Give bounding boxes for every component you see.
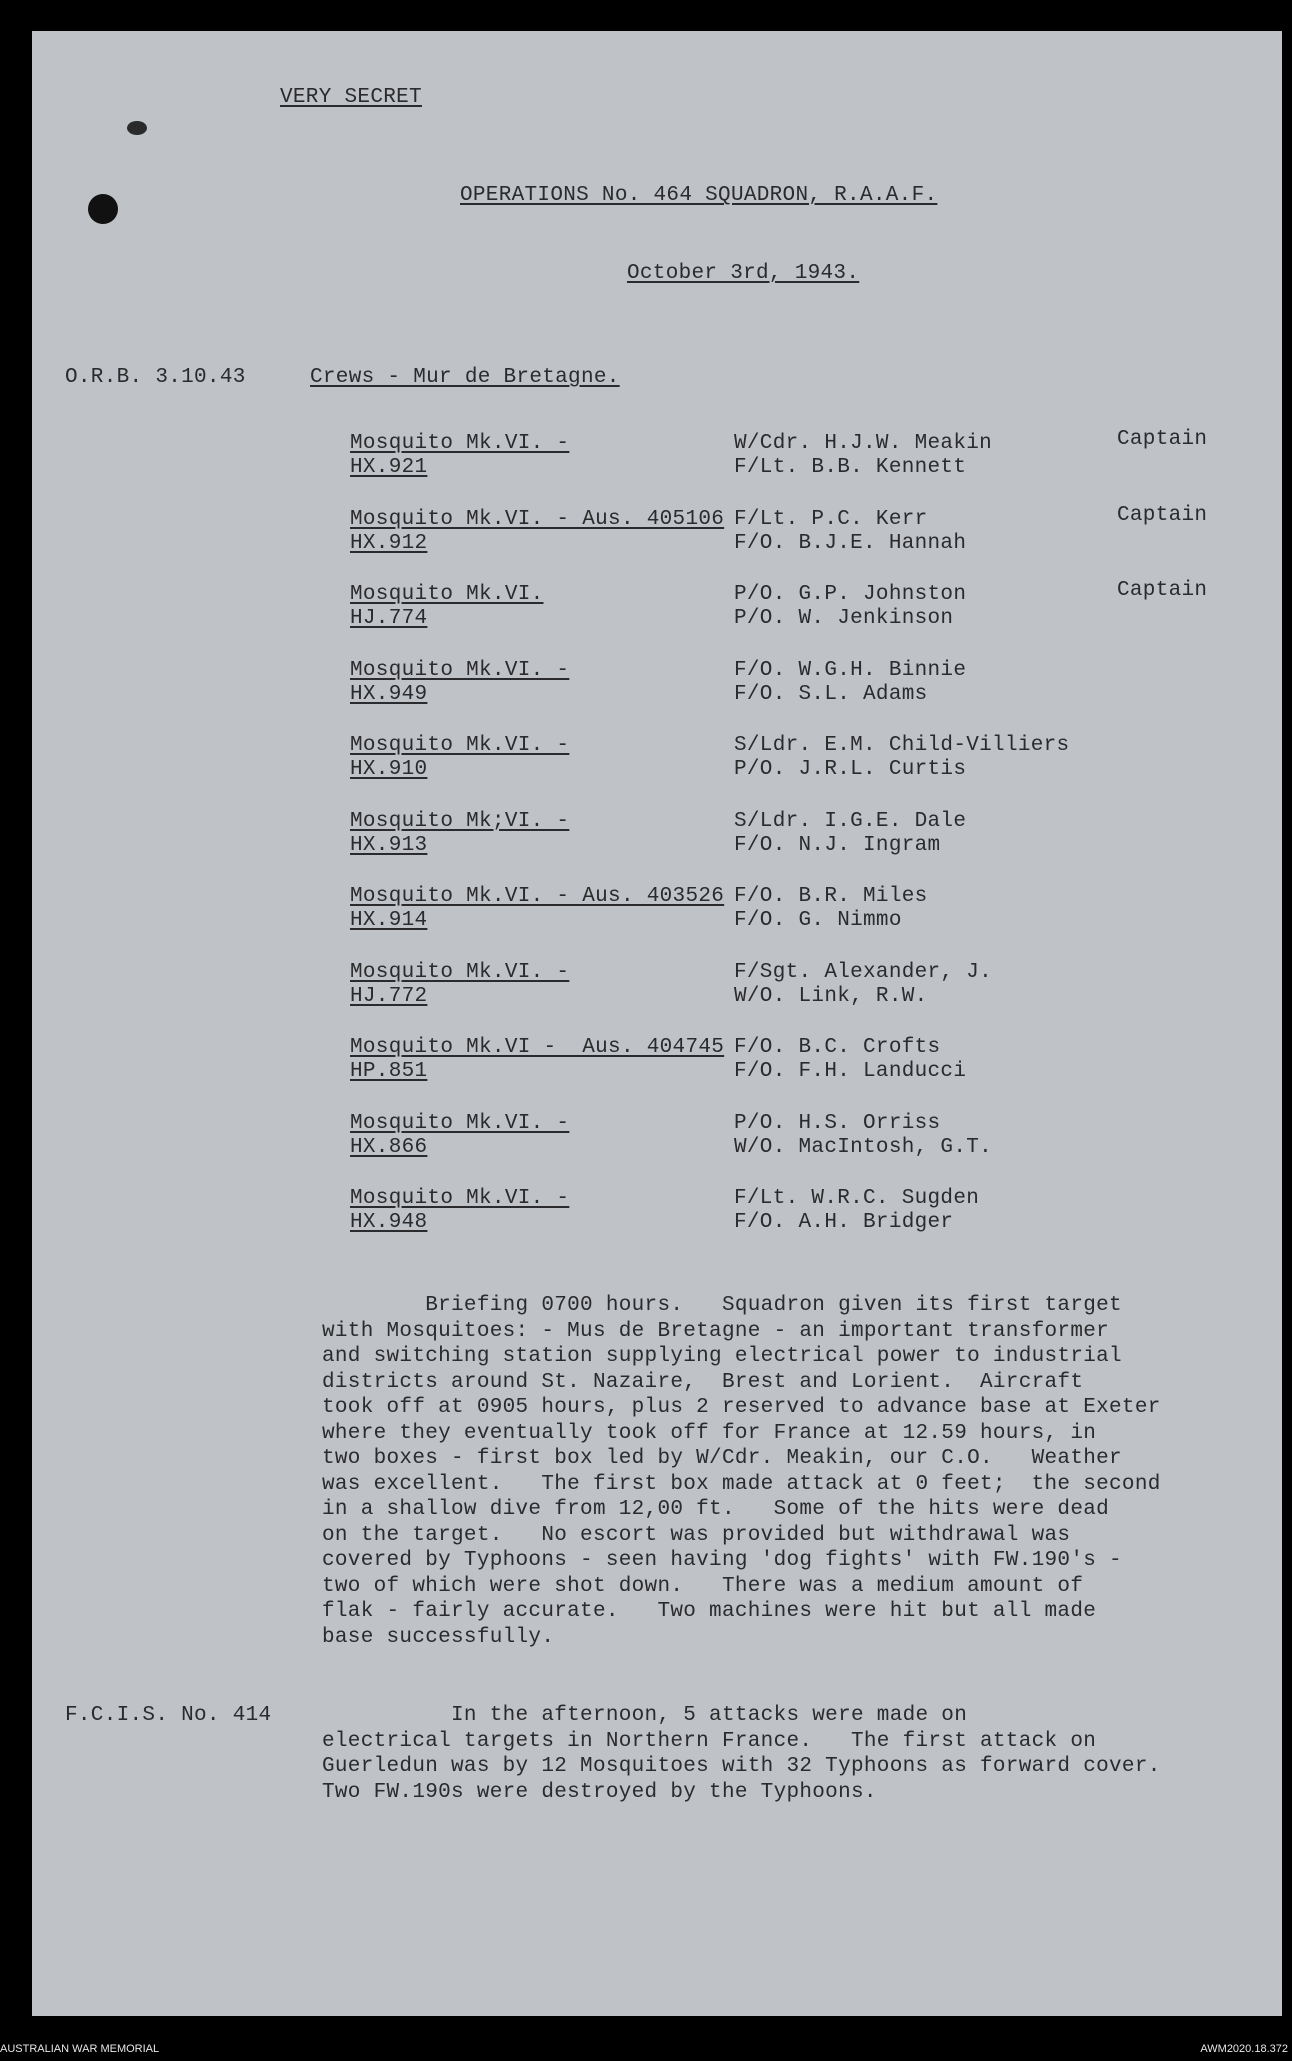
crew-aircraft-type: Mosquito Mk.VI. -: [350, 1111, 570, 1135]
crew-aircraft-serial: HX.914: [350, 909, 428, 932]
crew-aircraft-serial: HX.948: [350, 1211, 428, 1234]
crew-navigator: F/O. G. Nimmo: [734, 909, 902, 932]
crew-aircraft-type: Mosquito Mk.VI. -: [350, 658, 570, 682]
crew-aircraft-type: Mosquito Mk.VI - Aus. 404745: [350, 1036, 725, 1059]
crew-pilot: S/Ldr. I.G.E. Dale: [734, 809, 967, 833]
afternoon-paragraph: In the afternoon, 5 attacks were made on electrical targets in Northern France. The first attack on Guerledun was by 12 Mosquitoes with 32 Typhoons as forward cover. Two FW.190s were destroyed by the Typhoons.: [322, 1704, 1161, 1804]
crew-aircraft-serial: HJ.774: [350, 607, 428, 630]
crew-pilot: P/O. H.S. Orriss: [734, 1111, 941, 1135]
crew-aircraft-serial: HX.912: [350, 531, 428, 555]
footer-archive-name: AUSTRALIAN WAR MEMORIAL: [0, 2043, 160, 2055]
fcis-reference: F.C.I.S. No. 414: [65, 1704, 272, 1727]
crew-navigator: W/O. Link, R.W.: [734, 984, 928, 1008]
crew-aircraft-type: Mosquito Mk.VI. -: [350, 1187, 570, 1210]
page-title: OPERATIONS No. 464 SQUADRON, R.A.A.F.: [460, 184, 938, 207]
paper-damage-mark: [127, 121, 147, 135]
orb-reference: O.R.B. 3.10.43: [65, 366, 246, 389]
footer-reference-number: AWM2020.18.372: [1200, 2043, 1288, 2055]
crew-pilot: S/Ldr. E.M. Child-Villiers: [734, 734, 1070, 757]
crew-role: Captain: [1117, 428, 1208, 451]
crew-pilot: P/O. G.P. Johnston: [734, 583, 967, 606]
crew-navigator: W/O. MacIntosh, G.T.: [734, 1135, 993, 1159]
crew-aircraft-serial: HJ.772: [350, 984, 428, 1008]
report-date: October 3rd, 1943.: [627, 262, 860, 285]
classification-label: VERY SECRET: [280, 86, 422, 109]
crew-navigator: F/O. B.J.E. Hannah: [734, 531, 967, 555]
crew-aircraft-type: Mosquito Mk;VI. -: [350, 809, 570, 833]
crew-pilot: F/Lt. P.C. Kerr: [734, 507, 928, 531]
crew-navigator: F/O. F.H. Landucci: [734, 1060, 967, 1083]
crew-navigator: P/O. J.R.L. Curtis: [734, 758, 967, 781]
crew-role: Captain: [1117, 503, 1208, 527]
crew-aircraft-serial: HX.866: [350, 1135, 428, 1159]
crew-aircraft-type: Mosquito Mk.VI. - Aus. 403526: [350, 885, 725, 908]
crew-navigator: F/O. A.H. Bridger: [734, 1211, 954, 1234]
crew-pilot: F/Lt. W.R.C. Sugden: [734, 1187, 980, 1210]
briefing-paragraph: Briefing 0700 hours. Squadron given its first target with Mosquitoes: - Mus de Bretagne - an important transformer and switching station supplying electrical power to industrial districts around St. Nazaire, Brest and Lorient. Aircraft took off at 0905 hours, plus 2 reserved to advance base at Exeter where they eventually took off for France at 12.59 hours, in two boxes - first box led by W/Cdr. Meakin, our C.O. Weather was excellent. The first box made attack at 0 feet; the second in a shallow dive from 12,00 ft. Some of the hits were dead on the target. No escort was provided but withdrawal was covered by Typhoons - seen having 'dog fights' with FW.190's - two of which were shot down. There was a medium amount of flak - fairly accurate. Two machines were hit but all made base successfully.: [322, 1294, 1161, 1649]
crew-navigator: P/O. W. Jenkinson: [734, 607, 954, 630]
crew-aircraft-serial: HX.921: [350, 456, 428, 479]
crew-aircraft-type: Mosquito Mk.VI. -: [350, 432, 570, 455]
crew-aircraft-serial: HP.851: [350, 1060, 428, 1083]
crews-heading: Crews - Mur de Bretagne.: [310, 366, 620, 389]
crew-navigator: F/O. N.J. Ingram: [734, 833, 941, 857]
crew-aircraft-type: Mosquito Mk.VI.: [350, 583, 544, 606]
punch-hole: [88, 194, 118, 224]
crew-aircraft-serial: HX.913: [350, 833, 428, 857]
crew-pilot: F/O. B.R. Miles: [734, 885, 928, 908]
crew-aircraft-serial: HX.949: [350, 682, 428, 706]
crew-aircraft-serial: HX.910: [350, 758, 428, 781]
document-page: [32, 31, 1282, 2016]
crew-pilot: F/O. B.C. Crofts: [734, 1036, 941, 1059]
crew-pilot: F/Sgt. Alexander, J.: [734, 960, 993, 984]
crew-navigator: F/O. S.L. Adams: [734, 682, 928, 706]
crew-aircraft-type: Mosquito Mk.VI. -: [350, 960, 570, 984]
crew-aircraft-type: Mosquito Mk.VI. -: [350, 734, 570, 757]
crew-aircraft-type: Mosquito Mk.VI. - Aus. 405106: [350, 507, 725, 531]
crew-role: Captain: [1117, 579, 1208, 602]
crew-pilot: F/O. W.G.H. Binnie: [734, 658, 967, 682]
crew-navigator: F/Lt. B.B. Kennett: [734, 456, 967, 479]
crew-pilot: W/Cdr. H.J.W. Meakin: [734, 432, 993, 455]
